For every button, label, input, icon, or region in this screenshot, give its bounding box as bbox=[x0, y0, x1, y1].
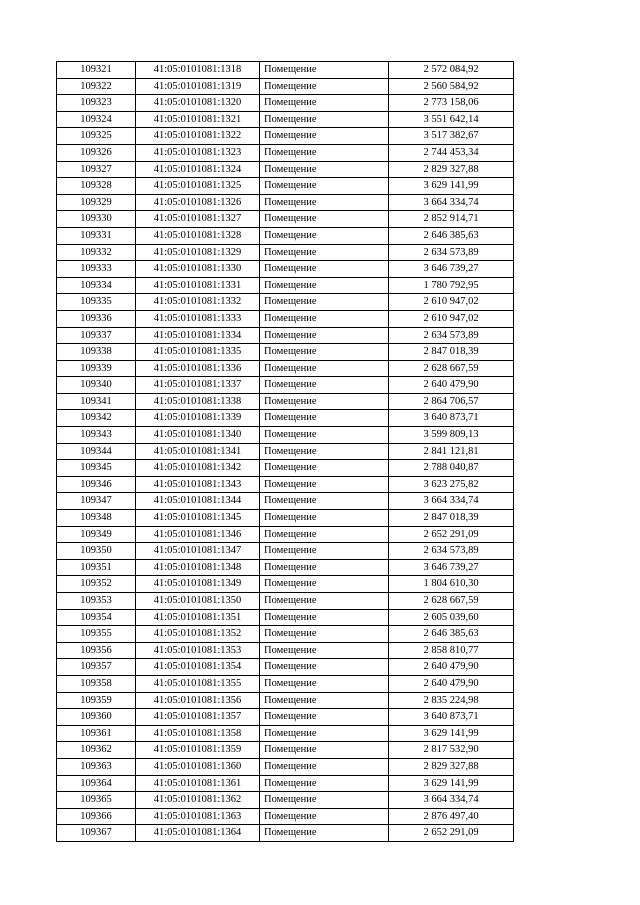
cadastral-number-cell: 41:05:0101081:1342 bbox=[136, 460, 260, 477]
table-row bbox=[57, 277, 514, 294]
row-number-cell: 109343 bbox=[57, 427, 136, 444]
object-type-cell: Помещение bbox=[260, 526, 389, 543]
cadastral-value-cell: 3 599 809,13 bbox=[389, 427, 514, 444]
table-row bbox=[57, 559, 514, 576]
cadastral-number-cell: 41:05:0101081:1324 bbox=[136, 161, 260, 178]
table-row bbox=[57, 327, 514, 344]
table-row bbox=[57, 62, 514, 79]
row-number-cell: 109363 bbox=[57, 758, 136, 775]
table-row bbox=[57, 211, 514, 228]
row-number-cell: 109351 bbox=[57, 559, 136, 576]
row-number-cell: 109340 bbox=[57, 377, 136, 394]
row-number-cell: 109333 bbox=[57, 261, 136, 278]
cadastral-number-cell: 41:05:0101081:1346 bbox=[136, 526, 260, 543]
cadastral-number-cell: 41:05:0101081:1364 bbox=[136, 825, 260, 842]
object-type-cell: Помещение bbox=[260, 427, 389, 444]
object-type-cell: Помещение bbox=[260, 327, 389, 344]
cadastral-value-cell: 2 858 810,77 bbox=[389, 642, 514, 659]
object-type-cell: Помещение bbox=[260, 543, 389, 560]
row-number-cell: 109329 bbox=[57, 194, 136, 211]
cadastral-number-cell: 41:05:0101081:1343 bbox=[136, 476, 260, 493]
cadastral-number-cell: 41:05:0101081:1332 bbox=[136, 294, 260, 311]
object-type-cell: Помещение bbox=[260, 310, 389, 327]
object-type-cell: Помещение bbox=[260, 460, 389, 477]
row-number-cell: 109346 bbox=[57, 476, 136, 493]
object-type-cell: Помещение bbox=[260, 95, 389, 112]
cadastral-number-cell: 41:05:0101081:1352 bbox=[136, 626, 260, 643]
row-number-cell: 109355 bbox=[57, 626, 136, 643]
row-number-cell: 109358 bbox=[57, 675, 136, 692]
table-row bbox=[57, 460, 514, 477]
cadastral-value-cell: 2 852 914,71 bbox=[389, 211, 514, 228]
table-row bbox=[57, 742, 514, 759]
row-number-cell: 109336 bbox=[57, 310, 136, 327]
table-row bbox=[57, 775, 514, 792]
object-type-cell: Помещение bbox=[260, 111, 389, 128]
row-number-cell: 109356 bbox=[57, 642, 136, 659]
object-type-cell: Помещение bbox=[260, 825, 389, 842]
row-number-cell: 109337 bbox=[57, 327, 136, 344]
row-number-cell: 109364 bbox=[57, 775, 136, 792]
cadastral-value-cell: 3 646 739,27 bbox=[389, 261, 514, 278]
cadastral-value-cell: 2 841 121,81 bbox=[389, 443, 514, 460]
object-type-cell: Помещение bbox=[260, 377, 389, 394]
row-number-cell: 109331 bbox=[57, 227, 136, 244]
row-number-cell: 109359 bbox=[57, 692, 136, 709]
object-type-cell: Помещение bbox=[260, 294, 389, 311]
table-row bbox=[57, 626, 514, 643]
table-row bbox=[57, 111, 514, 128]
object-type-cell: Помещение bbox=[260, 393, 389, 410]
table-row bbox=[57, 792, 514, 809]
cadastral-number-cell: 41:05:0101081:1325 bbox=[136, 178, 260, 195]
object-type-cell: Помещение bbox=[260, 344, 389, 361]
cadastral-number-cell: 41:05:0101081:1335 bbox=[136, 344, 260, 361]
row-number-cell: 109325 bbox=[57, 128, 136, 145]
cadastral-number-cell: 41:05:0101081:1345 bbox=[136, 510, 260, 527]
table-row bbox=[57, 310, 514, 327]
table-row bbox=[57, 261, 514, 278]
cadastral-value-cell: 2 572 084,92 bbox=[389, 62, 514, 79]
row-number-cell: 109344 bbox=[57, 443, 136, 460]
cadastral-number-cell: 41:05:0101081:1336 bbox=[136, 360, 260, 377]
cadastral-value-cell: 3 623 275,82 bbox=[389, 476, 514, 493]
row-number-cell: 109338 bbox=[57, 344, 136, 361]
object-type-cell: Помещение bbox=[260, 576, 389, 593]
table-row bbox=[57, 725, 514, 742]
object-type-cell: Помещение bbox=[260, 476, 389, 493]
row-number-cell: 109339 bbox=[57, 360, 136, 377]
table-row bbox=[57, 510, 514, 527]
object-type-cell: Помещение bbox=[260, 128, 389, 145]
object-type-cell: Помещение bbox=[260, 626, 389, 643]
row-number-cell: 109348 bbox=[57, 510, 136, 527]
table-body bbox=[57, 62, 514, 842]
row-number-cell: 109362 bbox=[57, 742, 136, 759]
object-type-cell: Помещение bbox=[260, 792, 389, 809]
cadastral-value-cell: 2 605 039,60 bbox=[389, 609, 514, 626]
cadastral-number-cell: 41:05:0101081:1337 bbox=[136, 377, 260, 394]
cadastral-value-cell: 2 628 667,59 bbox=[389, 360, 514, 377]
cadastral-value-cell: 3 517 382,67 bbox=[389, 128, 514, 145]
cadastral-value-cell: 2 829 327,88 bbox=[389, 758, 514, 775]
cadastral-value-cell: 3 629 141,99 bbox=[389, 775, 514, 792]
object-type-cell: Помещение bbox=[260, 277, 389, 294]
cadastral-value-cell: 2 610 947,02 bbox=[389, 294, 514, 311]
cadastral-value-cell: 2 640 479,90 bbox=[389, 377, 514, 394]
cadastral-number-cell: 41:05:0101081:1339 bbox=[136, 410, 260, 427]
cadastral-number-cell: 41:05:0101081:1357 bbox=[136, 709, 260, 726]
cadastral-number-cell: 41:05:0101081:1353 bbox=[136, 642, 260, 659]
object-type-cell: Помещение bbox=[260, 360, 389, 377]
cadastral-number-cell: 41:05:0101081:1359 bbox=[136, 742, 260, 759]
table-row bbox=[57, 825, 514, 842]
object-type-cell: Помещение bbox=[260, 725, 389, 742]
cadastral-number-cell: 41:05:0101081:1349 bbox=[136, 576, 260, 593]
cadastral-value-cell: 2 646 385,63 bbox=[389, 626, 514, 643]
row-number-cell: 109367 bbox=[57, 825, 136, 842]
cadastral-number-cell: 41:05:0101081:1358 bbox=[136, 725, 260, 742]
row-number-cell: 109353 bbox=[57, 593, 136, 610]
object-type-cell: Помещение bbox=[260, 144, 389, 161]
object-type-cell: Помещение bbox=[260, 510, 389, 527]
cadastral-number-cell: 41:05:0101081:1327 bbox=[136, 211, 260, 228]
object-type-cell: Помещение bbox=[260, 194, 389, 211]
row-number-cell: 109341 bbox=[57, 393, 136, 410]
row-number-cell: 109361 bbox=[57, 725, 136, 742]
table-row bbox=[57, 78, 514, 95]
object-type-cell: Помещение bbox=[260, 493, 389, 510]
cadastral-value-cell: 2 829 327,88 bbox=[389, 161, 514, 178]
row-number-cell: 109323 bbox=[57, 95, 136, 112]
cadastral-number-cell: 41:05:0101081:1330 bbox=[136, 261, 260, 278]
cadastral-number-cell: 41:05:0101081:1320 bbox=[136, 95, 260, 112]
cadastral-value-cell: 3 664 334,74 bbox=[389, 792, 514, 809]
cadastral-value-cell: 1 780 792,95 bbox=[389, 277, 514, 294]
row-number-cell: 109357 bbox=[57, 659, 136, 676]
table-row bbox=[57, 659, 514, 676]
object-type-cell: Помещение bbox=[260, 78, 389, 95]
row-number-cell: 109352 bbox=[57, 576, 136, 593]
cadastral-value-cell: 2 864 706,57 bbox=[389, 393, 514, 410]
cadastral-value-cell: 3 664 334,74 bbox=[389, 493, 514, 510]
cadastral-number-cell: 41:05:0101081:1334 bbox=[136, 327, 260, 344]
table-row bbox=[57, 758, 514, 775]
object-type-cell: Помещение bbox=[260, 659, 389, 676]
row-number-cell: 109347 bbox=[57, 493, 136, 510]
cadastral-value-cell: 2 634 573,89 bbox=[389, 543, 514, 560]
table-row bbox=[57, 393, 514, 410]
row-number-cell: 109350 bbox=[57, 543, 136, 560]
object-type-cell: Помещение bbox=[260, 675, 389, 692]
table-row bbox=[57, 443, 514, 460]
cadastral-value-cell: 2 788 040,87 bbox=[389, 460, 514, 477]
cadastral-value-table bbox=[56, 61, 514, 842]
table-row bbox=[57, 709, 514, 726]
cadastral-value-cell: 3 640 873,71 bbox=[389, 410, 514, 427]
table-row bbox=[57, 95, 514, 112]
table-row bbox=[57, 178, 514, 195]
row-number-cell: 109342 bbox=[57, 410, 136, 427]
table-row bbox=[57, 692, 514, 709]
cadastral-value-cell: 2 817 532,90 bbox=[389, 742, 514, 759]
object-type-cell: Помещение bbox=[260, 261, 389, 278]
cadastral-number-cell: 41:05:0101081:1326 bbox=[136, 194, 260, 211]
cadastral-value-cell: 2 640 479,90 bbox=[389, 675, 514, 692]
row-number-cell: 109334 bbox=[57, 277, 136, 294]
table-row bbox=[57, 593, 514, 610]
table-row bbox=[57, 427, 514, 444]
cadastral-number-cell: 41:05:0101081:1318 bbox=[136, 62, 260, 79]
cadastral-number-cell: 41:05:0101081:1323 bbox=[136, 144, 260, 161]
table-row bbox=[57, 642, 514, 659]
object-type-cell: Помещение bbox=[260, 758, 389, 775]
cadastral-value-cell: 2 628 667,59 bbox=[389, 593, 514, 610]
object-type-cell: Помещение bbox=[260, 593, 389, 610]
row-number-cell: 109349 bbox=[57, 526, 136, 543]
cadastral-value-cell: 2 773 158,06 bbox=[389, 95, 514, 112]
table-row bbox=[57, 808, 514, 825]
cadastral-value-cell: 2 560 584,92 bbox=[389, 78, 514, 95]
object-type-cell: Помещение bbox=[260, 178, 389, 195]
cadastral-number-cell: 41:05:0101081:1363 bbox=[136, 808, 260, 825]
cadastral-number-cell: 41:05:0101081:1338 bbox=[136, 393, 260, 410]
cadastral-value-cell: 2 744 453,34 bbox=[389, 144, 514, 161]
row-number-cell: 109365 bbox=[57, 792, 136, 809]
table-row bbox=[57, 244, 514, 261]
table-row bbox=[57, 675, 514, 692]
cadastral-value-cell: 2 634 573,89 bbox=[389, 327, 514, 344]
cadastral-number-cell: 41:05:0101081:1356 bbox=[136, 692, 260, 709]
table-row bbox=[57, 227, 514, 244]
row-number-cell: 109322 bbox=[57, 78, 136, 95]
row-number-cell: 109360 bbox=[57, 709, 136, 726]
row-number-cell: 109345 bbox=[57, 460, 136, 477]
object-type-cell: Помещение bbox=[260, 62, 389, 79]
table-row bbox=[57, 609, 514, 626]
table-row bbox=[57, 360, 514, 377]
row-number-cell: 109354 bbox=[57, 609, 136, 626]
cadastral-value-cell: 2 610 947,02 bbox=[389, 310, 514, 327]
row-number-cell: 109327 bbox=[57, 161, 136, 178]
cadastral-number-cell: 41:05:0101081:1348 bbox=[136, 559, 260, 576]
cadastral-value-cell: 3 629 141,99 bbox=[389, 178, 514, 195]
cadastral-number-cell: 41:05:0101081:1351 bbox=[136, 609, 260, 626]
row-number-cell: 109328 bbox=[57, 178, 136, 195]
table-row bbox=[57, 144, 514, 161]
row-number-cell: 109366 bbox=[57, 808, 136, 825]
cadastral-value-cell: 3 551 642,14 bbox=[389, 111, 514, 128]
cadastral-value-cell: 3 646 739,27 bbox=[389, 559, 514, 576]
cadastral-number-cell: 41:05:0101081:1362 bbox=[136, 792, 260, 809]
cadastral-number-cell: 41:05:0101081:1350 bbox=[136, 593, 260, 610]
object-type-cell: Помещение bbox=[260, 410, 389, 427]
cadastral-number-cell: 41:05:0101081:1319 bbox=[136, 78, 260, 95]
cadastral-number-cell: 41:05:0101081:1328 bbox=[136, 227, 260, 244]
cadastral-number-cell: 41:05:0101081:1322 bbox=[136, 128, 260, 145]
cadastral-number-cell: 41:05:0101081:1331 bbox=[136, 277, 260, 294]
object-type-cell: Помещение bbox=[260, 692, 389, 709]
cadastral-value-cell: 2 876 497,40 bbox=[389, 808, 514, 825]
object-type-cell: Помещение bbox=[260, 443, 389, 460]
cadastral-number-cell: 41:05:0101081:1321 bbox=[136, 111, 260, 128]
table-row bbox=[57, 128, 514, 145]
cadastral-value-cell: 1 804 610,30 bbox=[389, 576, 514, 593]
cadastral-number-cell: 41:05:0101081:1344 bbox=[136, 493, 260, 510]
cadastral-value-cell: 2 646 385,63 bbox=[389, 227, 514, 244]
object-type-cell: Помещение bbox=[260, 709, 389, 726]
object-type-cell: Помещение bbox=[260, 211, 389, 228]
cadastral-number-cell: 41:05:0101081:1347 bbox=[136, 543, 260, 560]
object-type-cell: Помещение bbox=[260, 161, 389, 178]
cadastral-value-cell: 2 835 224,98 bbox=[389, 692, 514, 709]
cadastral-number-cell: 41:05:0101081:1333 bbox=[136, 310, 260, 327]
cadastral-value-cell: 2 652 291,09 bbox=[389, 825, 514, 842]
object-type-cell: Помещение bbox=[260, 609, 389, 626]
row-number-cell: 109330 bbox=[57, 211, 136, 228]
cadastral-value-cell: 2 640 479,90 bbox=[389, 659, 514, 676]
cadastral-value-cell: 2 847 018,39 bbox=[389, 344, 514, 361]
object-type-cell: Помещение bbox=[260, 559, 389, 576]
table-row bbox=[57, 526, 514, 543]
table-row bbox=[57, 194, 514, 211]
cadastral-value-cell: 3 629 141,99 bbox=[389, 725, 514, 742]
table-row bbox=[57, 410, 514, 427]
row-number-cell: 109335 bbox=[57, 294, 136, 311]
row-number-cell: 109326 bbox=[57, 144, 136, 161]
table-row bbox=[57, 543, 514, 560]
cadastral-number-cell: 41:05:0101081:1329 bbox=[136, 244, 260, 261]
table-row bbox=[57, 377, 514, 394]
cadastral-number-cell: 41:05:0101081:1340 bbox=[136, 427, 260, 444]
cadastral-value-cell: 3 664 334,74 bbox=[389, 194, 514, 211]
table-row bbox=[57, 344, 514, 361]
object-type-cell: Помещение bbox=[260, 642, 389, 659]
cadastral-number-cell: 41:05:0101081:1354 bbox=[136, 659, 260, 676]
cadastral-number-cell: 41:05:0101081:1355 bbox=[136, 675, 260, 692]
cadastral-number-cell: 41:05:0101081:1360 bbox=[136, 758, 260, 775]
table-row bbox=[57, 161, 514, 178]
object-type-cell: Помещение bbox=[260, 244, 389, 261]
cadastral-value-cell: 2 634 573,89 bbox=[389, 244, 514, 261]
object-type-cell: Помещение bbox=[260, 775, 389, 792]
table-row bbox=[57, 576, 514, 593]
table-row bbox=[57, 476, 514, 493]
cadastral-value-cell: 3 640 873,71 bbox=[389, 709, 514, 726]
table-row bbox=[57, 294, 514, 311]
object-type-cell: Помещение bbox=[260, 742, 389, 759]
object-type-cell: Помещение bbox=[260, 227, 389, 244]
row-number-cell: 109321 bbox=[57, 62, 136, 79]
cadastral-number-cell: 41:05:0101081:1341 bbox=[136, 443, 260, 460]
table-row bbox=[57, 493, 514, 510]
row-number-cell: 109324 bbox=[57, 111, 136, 128]
cadastral-value-cell: 2 652 291,09 bbox=[389, 526, 514, 543]
cadastral-number-cell: 41:05:0101081:1361 bbox=[136, 775, 260, 792]
row-number-cell: 109332 bbox=[57, 244, 136, 261]
cadastral-value-cell: 2 847 018,39 bbox=[389, 510, 514, 527]
object-type-cell: Помещение bbox=[260, 808, 389, 825]
